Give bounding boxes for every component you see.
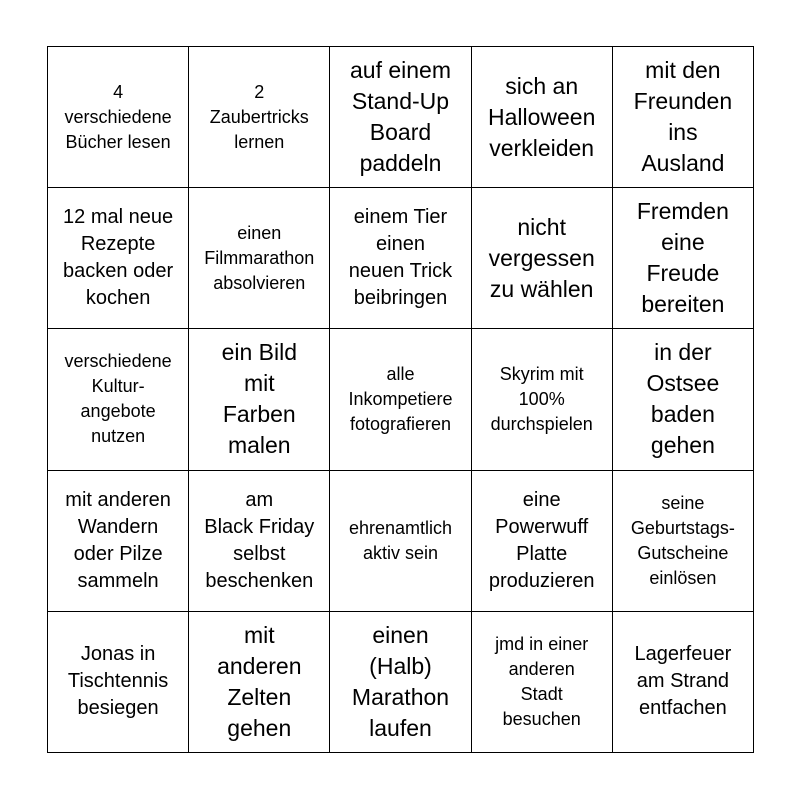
- bingo-cell[interactable]: [189, 471, 330, 612]
- cell-text: einem Tier einen neuen Trick beibringen: [348, 206, 453, 310]
- cell-text: sich an Halloween verkleiden: [487, 72, 596, 161]
- bingo-cell[interactable]: [48, 47, 189, 188]
- cell-text: eine Powerwuff Platte produzieren: [488, 488, 595, 592]
- bingo-cell[interactable]: [613, 329, 754, 470]
- cell-text: in der Ostsee baden gehen: [646, 339, 720, 459]
- cell-text: seine Geburtstags- Gutscheine einlösen: [630, 492, 735, 588]
- cell-text: jmd in einer anderen Stadt besuchen: [495, 633, 589, 729]
- bingo-cell[interactable]: [472, 329, 613, 470]
- bingo-cell[interactable]: [189, 47, 330, 188]
- cell-text: mit den Freunden ins Ausland: [633, 57, 733, 177]
- cell-text: Skyrim mit 100% durchspielen: [490, 363, 593, 434]
- cell-text: Lagerfeuer am Strand entfachen: [634, 643, 732, 720]
- bingo-cell[interactable]: [330, 47, 471, 188]
- bingo-cell[interactable]: [189, 188, 330, 329]
- cell-text: am Black Friday selbst beschenken: [204, 488, 315, 592]
- cell-text: verschiedene Kultur- angebote nutzen: [64, 351, 172, 447]
- cell-text: 2 Zaubertricks lernen: [209, 81, 309, 152]
- bingo-cell[interactable]: [330, 471, 471, 612]
- bingo-cell[interactable]: [48, 471, 189, 612]
- bingo-cell[interactable]: [48, 188, 189, 329]
- cell-text: mit anderen Wandern oder Pilze sammeln: [65, 488, 171, 592]
- bingo-cell[interactable]: [472, 612, 613, 753]
- cell-text: nicht vergessen zu wählen: [488, 213, 595, 302]
- cell-text: alle Inkompetiere fotografieren: [348, 363, 453, 434]
- cell-text: 12 mal neue Rezepte backen oder kochen: [63, 206, 174, 310]
- bingo-cell[interactable]: [472, 47, 613, 188]
- cell-text: ein Bild mit Farben malen: [221, 339, 297, 459]
- cell-text: einen (Halb) Marathon laufen: [351, 621, 450, 741]
- bingo-cell[interactable]: [189, 612, 330, 753]
- cell-text: einen Filmmarathon absolvieren: [204, 222, 315, 293]
- bingo-cell[interactable]: [472, 188, 613, 329]
- bingo-cell[interactable]: [613, 188, 754, 329]
- cell-text: Jonas in Tischtennis besiegen: [67, 643, 169, 720]
- cell-text: 4 verschiedene Bücher lesen: [64, 81, 172, 152]
- bingo-cell[interactable]: [330, 612, 471, 753]
- bingo-cell[interactable]: [613, 471, 754, 612]
- cell-text: Fremden eine Freude bereiten: [636, 198, 729, 318]
- bingo-cell[interactable]: [48, 329, 189, 470]
- cell-text: mit anderen Zelten gehen: [217, 621, 302, 741]
- bingo-board: [47, 46, 754, 753]
- bingo-cell[interactable]: [613, 47, 754, 188]
- bingo-cell[interactable]: [472, 471, 613, 612]
- bingo-cell[interactable]: [330, 188, 471, 329]
- bingo-cell[interactable]: [330, 329, 471, 470]
- bingo-cell[interactable]: [48, 612, 189, 753]
- bingo-cell[interactable]: [613, 612, 754, 753]
- cell-text: auf einem Stand-Up Board paddeln: [349, 57, 451, 177]
- bingo-cell[interactable]: [189, 329, 330, 470]
- cell-text: ehrenamtlich aktiv sein: [348, 517, 453, 563]
